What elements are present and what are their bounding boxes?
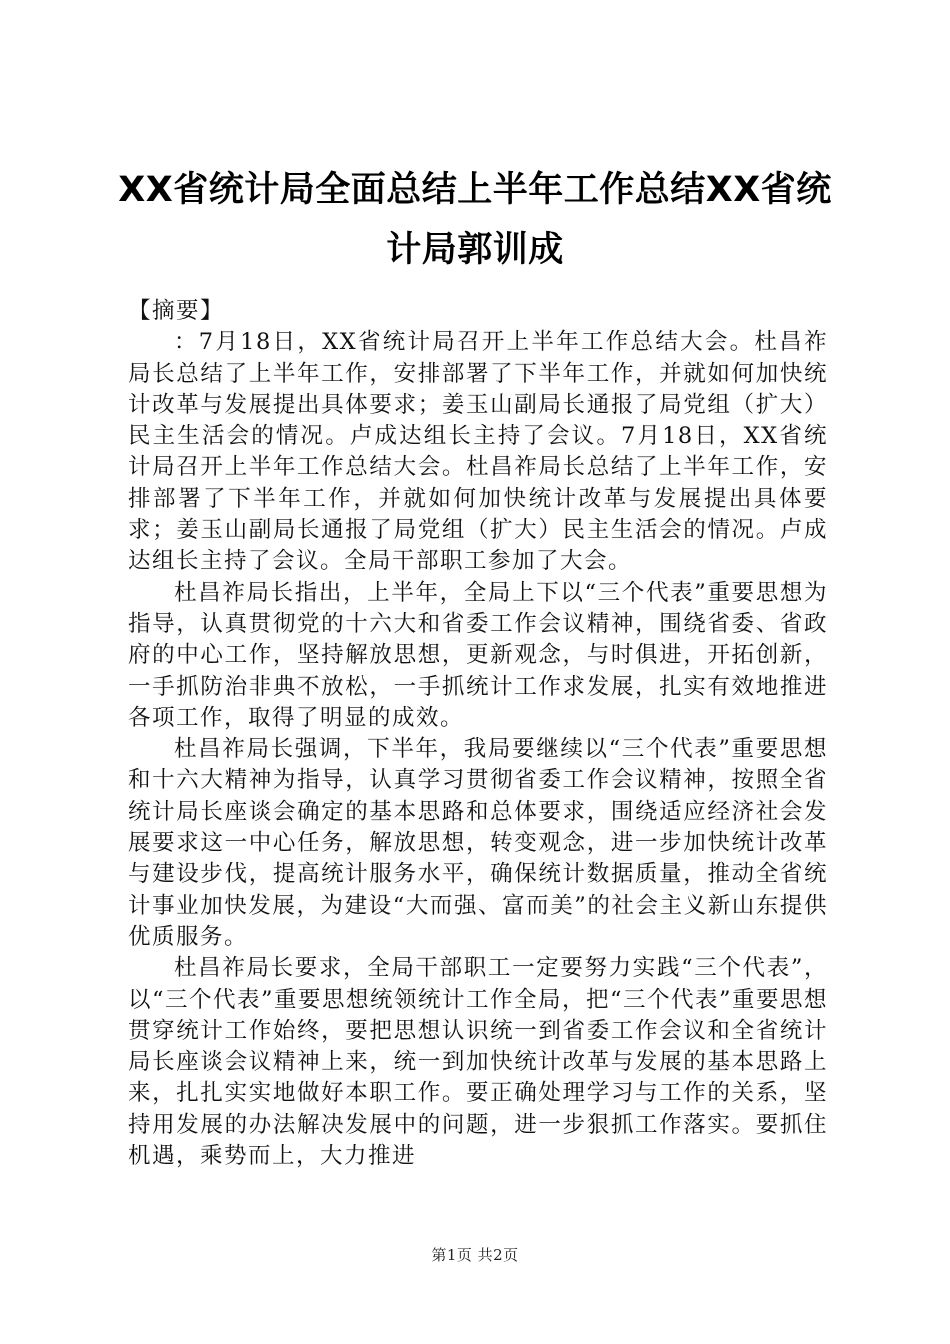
paragraph-requirements: 杜昌祚局长要求，全局干部职工一定要努力实践“三个代表”，以“三个代表”重要思想统领统计工作全局，把“三个代表”重要思想贯穿统计工作始终，要把思想认识统一到省委工作会议和全省统计局长座谈会议精神上来，统一到加快统计改革与发展的基本思路上来，扎扎实实地做好本职工作。要正确处理学习与工作的关系，坚持用发展的办法解决发展中的问题，进一步狠抓工作落实。要抓住机遇，乘势而上，大力推进 <box>128 955 829 1170</box>
page-footer: 第1页 共2页 <box>431 1246 519 1264</box>
paragraph-first-half-summary: 杜昌祚局长指出，上半年，全局上下以“三个代表”重要思想为指导，认真贯彻党的十六大和省委工作会议精神，围绕省委、省政府的中心工作，坚持解放思想，更新观念，与时俱进，开拓创新，一手抓防治非典不放松，一手抓统计工作求发展，扎实有效地推进各项工作，取得了明显的成效。 <box>128 579 828 731</box>
paragraph-abstract: ：7月18日，XX省统计局召开上半年工作总结大会。杜昌祚局长总结了上半年工作，安排部署了下半年工作，并就如何加快统计改革与发展提出具体要求；姜玉山副局长通报了局党组（扩大）民主生活会的情况。卢成达组长主持了会议。7月18日，XX省统计局召开上半年工作总结大会。杜昌祚局长总结了上半年工作，安排部署了下半年工作，并就如何加快统计改革与发展提出具体要求；姜玉山副局长通报了局党组（扩大）民主生活会的情况。卢成达组长主持了会议。全局干部职工参加了大会。 <box>128 329 828 575</box>
paragraph-second-half-plan: 杜昌祚局长强调，下半年，我局要继续以“三个代表”重要思想和十六大精神为指导，认真学习贯彻省委工作会议精神，按照全省统计局长座谈会确定的基本思路和总体要求，围绕适应经济社会发展要求这一中心任务，解放思想，转变观念，进一步加快统计改革与建设步伐，提高统计服务水平，确保统计数据质量，推动全省统计事业加快发展，为建设“大而强、富而美”的社会主义新山东提供优质服务。 <box>128 736 828 950</box>
abstract-label: 【摘要】 <box>128 298 225 324</box>
document-title: XX省统计局全面总结上半年工作总结XX省统计局郭训成 <box>118 170 832 270</box>
document-body <box>128 296 828 1172</box>
